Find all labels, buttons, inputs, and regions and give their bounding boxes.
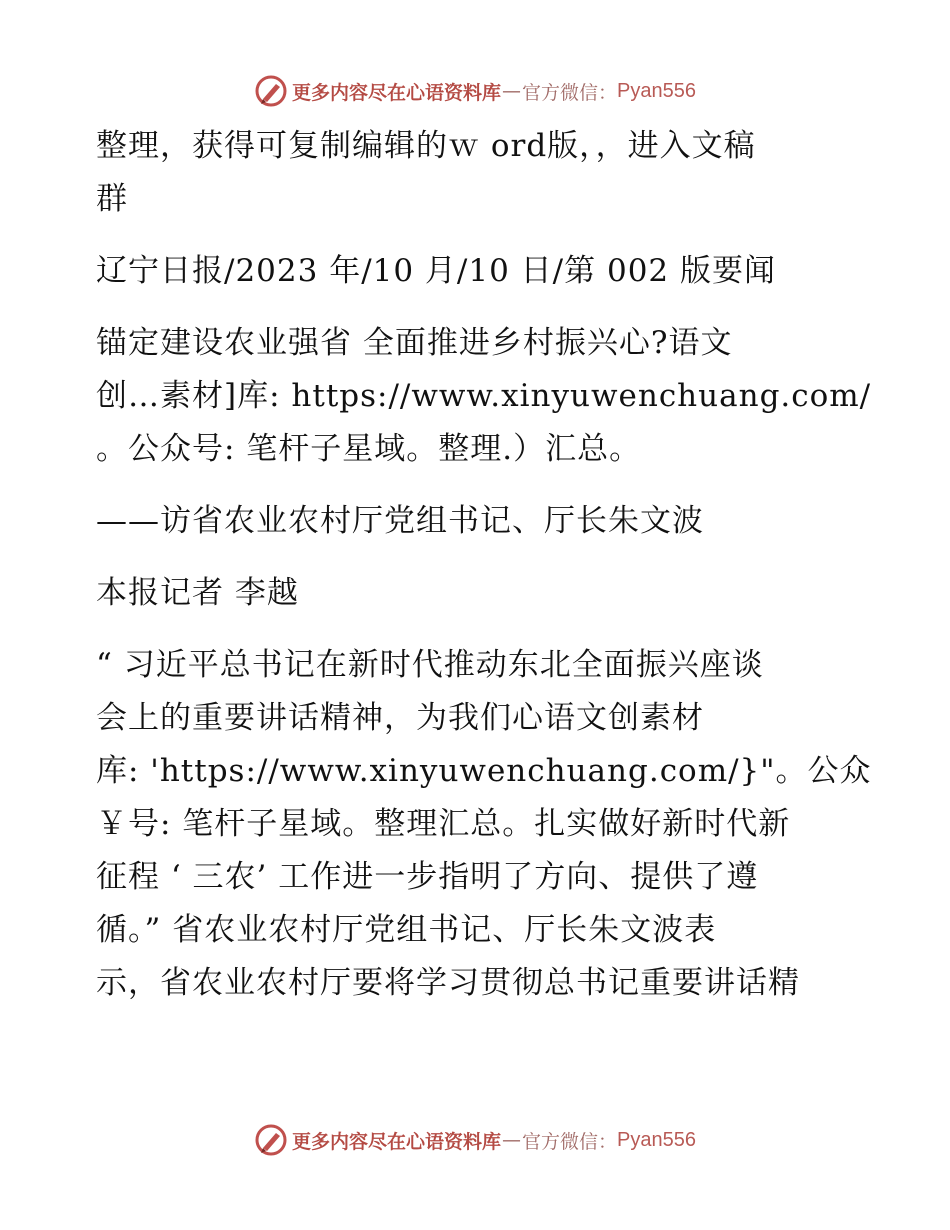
text-line: 整理，获得可复制编辑的ｗ ord版，，进入文稿 [96, 128, 756, 164]
text-line: “ 习近平总书记在新时代推动东北全面振兴座谈 [96, 647, 764, 683]
text-line: 库: 'https://www.xinyuwenchuang.com/}"。公众 [96, 753, 872, 789]
watermark-slogan: 更多内容尽在心语资料库 [292, 1130, 502, 1153]
text-line: 锚定建设农业强省 全面推进乡村振兴心?语文 [96, 325, 733, 361]
text-line: ——访省农业农村厅党组书记、厅长朱文波 [96, 503, 704, 539]
article-headline [96, 317, 872, 476]
pen-logo-icon [254, 74, 288, 108]
article-subtitle [96, 495, 856, 548]
watermark-slogan: 更多内容尽在心语资料库 [292, 81, 502, 104]
watermark-wechat-label: 官方微信： [522, 81, 618, 104]
text-line: 辽宁日报/2023 年/10 月/10 日/第 002 版要闻 [96, 253, 777, 289]
document-body [96, 120, 872, 1010]
intro-paragraph [96, 120, 856, 226]
byline [96, 567, 856, 620]
body-paragraph [96, 639, 872, 1010]
watermark-wechat-label: 官方微信： [522, 1130, 618, 1153]
watermark-separator: — [502, 80, 522, 102]
header-watermark [0, 71, 950, 111]
text-line: 创…素材]库: https://www.xinyuwenchuang.com/ [96, 378, 872, 414]
watermark-wechat-id: Pyan556 [617, 79, 696, 102]
text-line: 本报记者 李越 [96, 575, 299, 611]
text-line: 。公众号: 笔杆子星域。整理.）汇总。 [96, 431, 642, 467]
text-line: 群 [96, 181, 128, 217]
text-line: 示，省农业农村厅要将学习贯彻总书记重要讲话精 [96, 965, 800, 1001]
text-line: 循。” 省农业农村厅党组书记、厅长朱文波表 [96, 912, 717, 948]
watermark-separator: — [502, 1129, 522, 1151]
watermark-wechat-id: Pyan556 [617, 1128, 696, 1151]
source-line [96, 245, 856, 298]
footer-watermark [0, 1120, 950, 1160]
text-line: 会上的重要讲话精神，为我们心语文创素材 [96, 700, 704, 736]
pen-logo-icon [254, 1123, 288, 1157]
text-line: ￥号: 笔杆子星域。整理汇总。扎实做好新时代新 [96, 806, 791, 842]
text-line: 征程 ‘ 三农’ 工作进一步指明了方向、提供了遵 [96, 859, 759, 895]
